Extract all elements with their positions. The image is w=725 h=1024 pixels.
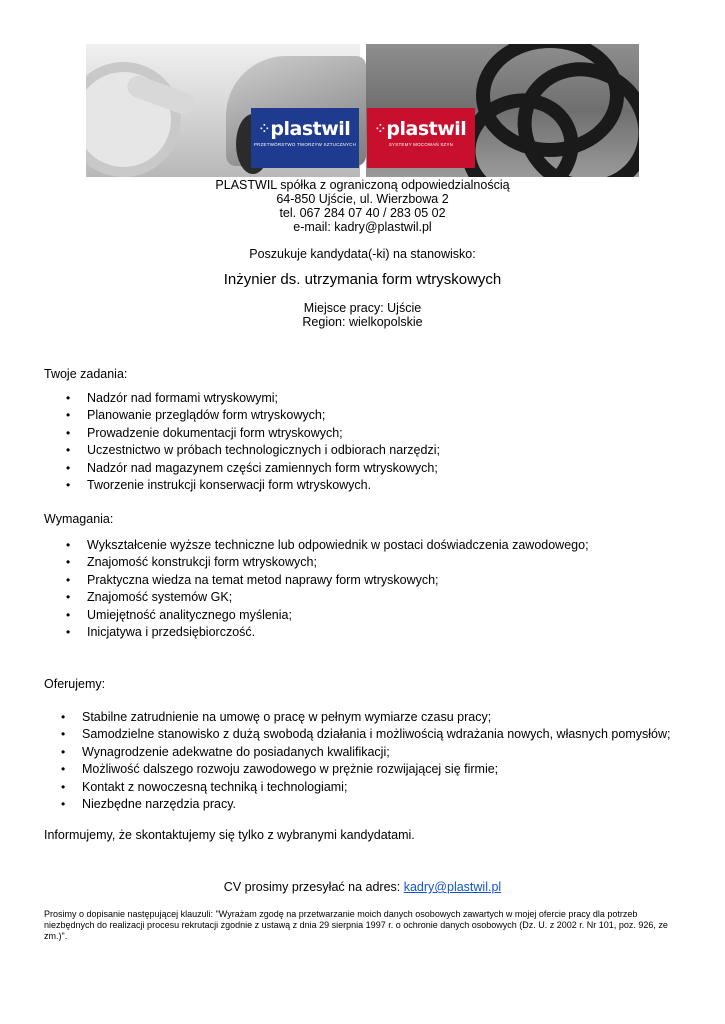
list-item: • Niezbędne narzędzia pracy. [61,796,670,813]
cv-label: CV prosimy przesyłać na adres: [223,880,401,894]
list-item: • Umiejętność analitycznego myślenia; [66,607,589,624]
plastwil-logo-blue [251,108,359,168]
list-item: • Planowanie przeglądów form wtryskowych; [66,407,440,424]
list-item: • Kontakt z nowoczesną techniką i technologiami; [61,779,670,796]
cv-email-link[interactable]: kadry@plastwil.pl [403,880,502,894]
consent-clause: Prosimy o dopisanie następującej klauzuli: "Wyrażam zgodę na przetwarzanie moich danych osobowych zawartych w mojej ofercie pracy dla potrzeb niezbędnych do realizacji procesu rekrutacji zgodnie z ustawą z dnia 29 sierpnia 1997 r. o ochronie danych osobowych (Dz. U. z 2002 r. Nr 101, poz. 926, ze zm.)". [44,909,668,941]
intro-text: Poszukuje kandydata(-ki) na stanowisko: [249,247,476,261]
company-phone: tel. 067 284 07 40 / 283 05 02 [279,206,446,220]
logo-dots-icon: ⁘ [259,122,269,135]
list-item: • Praktyczna wiedza na temat metod naprawy form wtryskowych; [66,572,589,589]
list-item: • Tworzenie instrukcji konserwacji form wtryskowych. [66,477,440,494]
company-name: PLASTWIL spółka z ograniczoną odpowiedzialnością [215,178,510,192]
logo-subtitle: SYSTEMY MOCOWAŃ SZYN [388,142,454,147]
tasks-heading: Twoje zadania: [44,367,128,381]
header-banner [86,44,639,177]
offer-list [61,709,670,813]
logo-word: plastwil [386,118,467,140]
tasks-list [66,390,440,494]
cv-instruction [0,880,725,894]
logo-word: plastwil [270,118,351,140]
company-address: 64-850 Ujście, ul. Wierzbowa 2 [276,192,449,206]
contact-note: Informujemy, że skontaktujemy się tylko z wybranymi kandydatami. [44,828,415,842]
requirements-heading: Wymagania: [44,512,114,526]
list-item: • Nadzór nad magazynem części zamiennych form wtryskowych; [66,460,440,477]
offer-heading: Oferujemy: [44,677,106,691]
list-item: • Nadzór nad formami wtryskowymi; [66,390,440,407]
plastwil-logo-red [367,108,475,168]
list-item: • Inicjatywa i przedsiębiorczość. [66,624,589,641]
company-email: e-mail: kadry@plastwil.pl [293,220,432,234]
list-item: • Wykształcenie wyższe techniczne lub odpowiednik w postaci doświadczenia zawodowego; [66,537,589,554]
work-location: Miejsce pracy: Ujście [303,301,422,315]
list-item: • Znajomość systemów GK; [66,589,589,606]
logo-subtitle: PRZETWÓRSTWO TWORZYW SZTUCZNYCH [253,142,357,147]
list-item: • Uczestnictwo w próbach technologicznych i odbiorach narzędzi; [66,442,440,459]
list-item: • Samodzielne stanowisko z dużą swobodą działania i możliwością wdrażania nowych, własnych pomysłów; [61,726,670,743]
requirements-list [66,537,589,641]
list-item: • Możliwość dalszego rozwoju zawodowego w prężnie rozwijającej się firmie; [61,761,670,778]
list-item: • Prowadzenie dokumentacji form wtryskowych; [66,425,440,442]
list-item: • Stabilne zatrudnienie na umowę o pracę w pełnym wymiarze czasu pracy; [61,709,670,726]
list-item: • Wynagrodzenie adekwatne do posiadanych kwalifikacji; [61,744,670,761]
work-region: Region: wielkopolskie [302,315,423,329]
job-title: Inżynier ds. utrzymania form wtryskowych [223,271,502,288]
logo-dots-icon: ⁘ [375,122,385,135]
list-item: • Znajomość konstrukcji form wtryskowych; [66,554,589,571]
